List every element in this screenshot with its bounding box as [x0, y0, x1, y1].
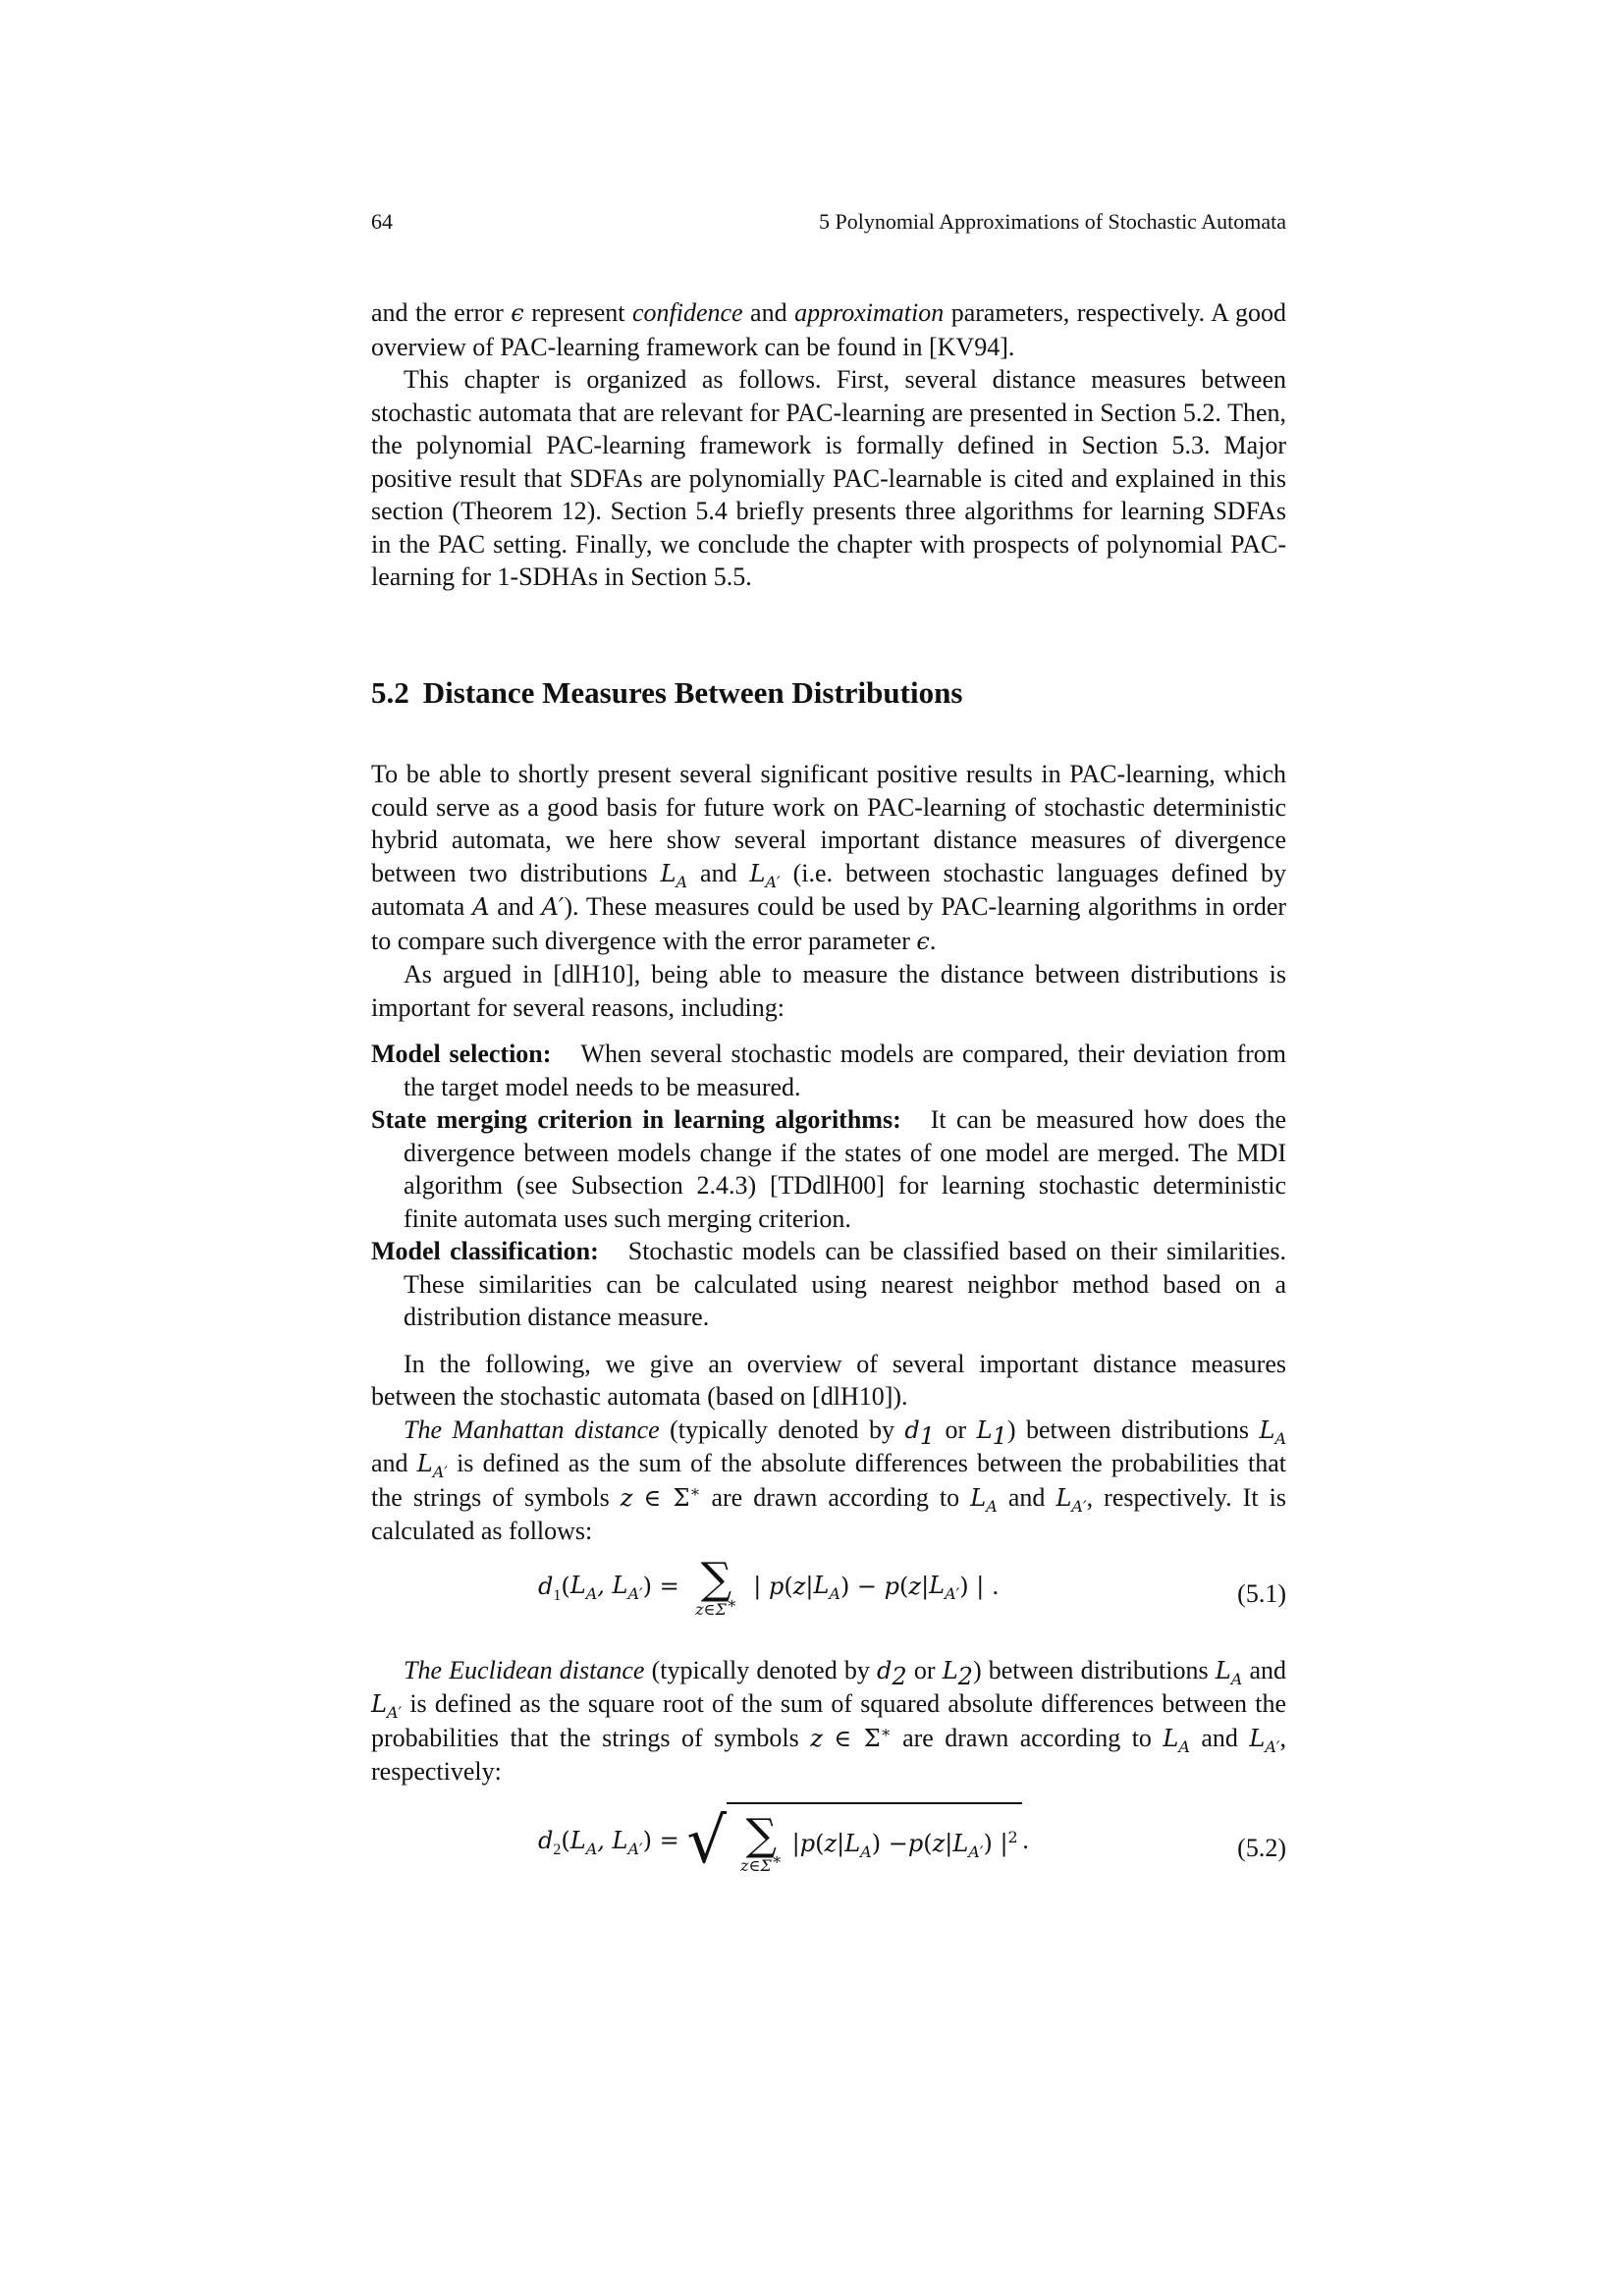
- paragraph-overview: In the following, we give an overview of several important distance measures between the stochastic automata (based on [dlH10]).: [371, 1349, 1286, 1411]
- paragraph-reasons: As argued in [dlH10], being able to measure the distance between distributions is important for several reasons, including:: [371, 960, 1286, 1022]
- section-heading: [371, 675, 962, 711]
- page-number: 64: [371, 209, 393, 234]
- list-item: Model selection: When several stochastic models are compared, their deviation from the target model needs to be measured.: [371, 1040, 1286, 1101]
- emphasis-approximation: approximation: [794, 298, 945, 327]
- equation-5-2: [371, 1802, 1286, 1896]
- equation-5-1: [371, 1553, 1286, 1636]
- running-header: [371, 209, 1286, 235]
- intro-block: [371, 296, 1286, 594]
- paragraph-distance-intro: To be able to shortly present several significant positive results in PAC-learning, which could serve as a good basis for future work on PAC-learning of stochastic deterministic hybrid automata, we here show several important distance measures of divergence between two distributions $L_A$ and $L_{A'}$ (i.e. between stochastic languages defined by automata A and A′). These measures could be used by PAC-learning algorithms in order to compare such divergence with the error parameter ϵ.: [371, 760, 1287, 955]
- intro-paragraph-1: and the error ϵ represent confidence and approximation parameters, respectively. A good overview of PAC-learning framework can be found in [KV94].: [371, 298, 1287, 361]
- paragraph-euclidean: The Euclidean distance (typically denoted by $d_2$ or $L_2$) between distributions $L_A$ and $L_{A'}$ is defined as the square root of the sum of squared absolute differences between the probabilities that the strings of symbols z ∈ Σ∗ are drawn according to $L_A$ and $L_{A'}$, respectively:: [371, 1655, 1286, 1786]
- list-item: State merging criterion in learning algorithms: It can be measured how does the divergence between models change if the states of one model are merged. The MDI algorithm (see Subsection 2.4.3) [TDdlH00] for learning stochastic deterministic finite automata uses such merging criterion.: [371, 1105, 1286, 1233]
- equation-body: $d_1(L_A$, $L_{A'}$) = ∑ z∈Σ∗ | $p(z|L_A) - p(z|L_{A'})$ | .: [538, 1553, 1000, 1619]
- section-number: 5.2: [371, 675, 409, 710]
- emphasis-confidence: confidence: [631, 298, 743, 327]
- running-title: 5 Polynomial Approximations of Stochastic Automata: [818, 209, 1286, 234]
- reasons-list: [371, 1038, 1286, 1334]
- equation-body: $d_2(L_A$, $L_{A'}$) = √ ∑ z∈Σ∗ | p ( z | $L_A$ ) − p ( z | $L_{A'}$ ) $|^2$ .: [538, 1802, 1029, 1881]
- equation-number: (5.1): [1237, 1578, 1286, 1608]
- paragraph-manhattan: The Manhattan distance (typically denoted by $d_1$ or $L_1$) between distributions $L_A$ and $L_{A'}$ is defined as the sum of the absolute differences between the probabilities that the strings of symbols z ∈ Σ∗ are drawn according to $L_A$ and $L_{A'}$, respectively. It is calculated as follows:: [371, 1415, 1286, 1545]
- section-body: [371, 758, 1286, 1896]
- list-item: Model classification: Stochastic models can be classified based on their similarities. These similarities can be calculated using nearest neighbor method based on a distribution distance measure.: [371, 1237, 1286, 1331]
- section-title: Distance Measures Between Distributions: [422, 675, 963, 710]
- intro-paragraph-2: This chapter is organized as follows. First, several distance measures between stochastic automata that are relevant for PAC-learning are presented in Section 5.2. Then, the polynomial PAC-learning framework is formally defined in Section 5.3. Major positive result that SDFAs are polynomially PAC-learnable is cited and explained in this section (Theorem 12). Section 5.4 briefly presents three algorithms for learning SDFAs in the PAC setting. Finally, we conclude the chapter with prospects of polynomial PAC-learning for 1-SDHAs in Section 5.5.: [371, 365, 1286, 591]
- equation-number: (5.2): [1237, 1833, 1286, 1862]
